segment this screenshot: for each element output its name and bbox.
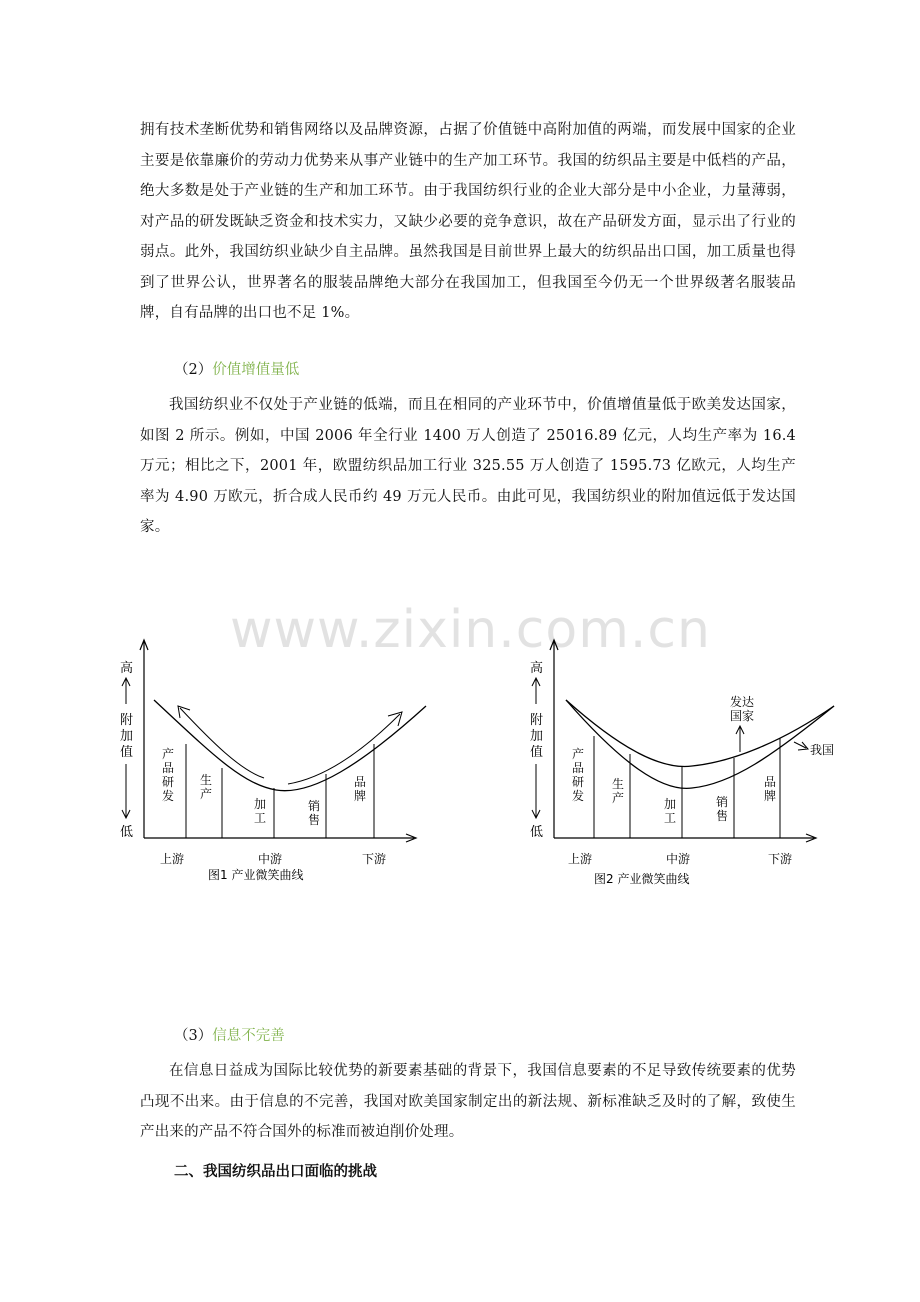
watermark: www.zixin.com.cn: [230, 600, 711, 660]
y-label-value-added: 附 加 值: [120, 713, 134, 760]
section-title: 信息不完善: [212, 1028, 285, 1044]
paragraph-text: 在信息日益成为国际比较优势的新要素基础的背景下，我国信息要素的不足导致传统要素的优势凸现不出来。由于信息的不完善，我国对欧美国家制定出的新法规、新标准缺乏及时的了解，致使生产出来的产品不符合国外的标准而被迫削价处理。: [140, 1063, 796, 1140]
paragraph-text: 拥有技术垄断优势和销售网络以及品牌资源，占据了价值链中高附加值的两端，而发展中国家的企业主要是依靠廉价的劳动力优势来从事产业链中的生产加工环节。我国的纺织品主要是中低档的产品，绝大多数是处于产业链的生产和加工环节。由于我国纺织行业的企业大部分是中小企业，力量薄弱，对产品的研发既缺乏资金和技术实力，又缺少必要的竞争意识，故在产品研发方面，显示出了行业的弱点。此外，我国纺织业缺少自主品牌。虽然我国是目前世界上最大的纺织品出口国，加工质量也得到了世界公认，世界著名的服装品牌绝大部分在我国加工，但我国至今仍无一个世界级著名服装品牌，自有品牌的出口也不足 1%。: [140, 122, 796, 321]
smile-curve-chart-2: [522, 634, 842, 890]
paragraph-information: [140, 1056, 796, 1148]
smile-curve: [154, 700, 426, 791]
stage-sales: 销 售: [716, 795, 729, 823]
stage-processing: 加 工: [254, 797, 267, 825]
figure-caption: 图2 产业微笑曲线: [594, 872, 690, 886]
y-label-value-added: 附 加 值: [530, 713, 544, 760]
figure-caption: 图1 产业微笑曲线: [208, 868, 304, 882]
right-arrow-curve: [288, 714, 400, 784]
stage-processing: 加 工: [664, 797, 677, 825]
figure-2: [522, 634, 842, 894]
stage-rd: 产 品 研 发: [572, 747, 585, 803]
smile-curve-chart-1: [112, 634, 432, 890]
figure-1: [112, 634, 432, 894]
paragraph-brand-weakness: [140, 115, 796, 329]
y-label-high: 高: [530, 661, 544, 676]
label-china: 我国: [810, 743, 835, 757]
paragraph-text: 我国纺织业不仅处于产业链的低端，而且在相同的产业环节中，价值增值量低于欧美发达国家，如图 2 所示。例如，中国 2006 年全行业 1400 万人创造了 25016.89 亿元，人均生产率为 16.4 万元；相比之下，2001 年，欧盟纺织品加工行业 325.55 万人创造了 1595.73 亿欧元，人均生产率为 4.90 万欧元，折合成人民币约 49 万元人民币。由此可见，我国纺织业的附加值远低于发达国家。: [140, 397, 796, 535]
x-label-downstream: 下游: [362, 852, 387, 866]
x-label-upstream: 上游: [160, 852, 185, 866]
paragraph-value-added: [140, 390, 796, 543]
left-arrow-curve: [180, 708, 264, 778]
label-developed: 发达 国家: [730, 695, 755, 723]
stage-sales: 销 售: [308, 799, 321, 827]
section-number: （2）: [174, 362, 213, 378]
chapter-heading: 二、我国纺织品出口面临的挑战: [174, 1163, 377, 1180]
section-heading-information: [174, 1026, 285, 1046]
stage-rd: 产 品 研 发: [162, 747, 175, 803]
y-label-high: 高: [120, 661, 134, 676]
x-label-midstream: 中游: [666, 852, 691, 866]
stage-production: 生 产: [612, 777, 625, 805]
stage-production: 生 产: [200, 773, 213, 801]
section-number: （3）: [174, 1028, 213, 1044]
x-label-midstream: 中游: [258, 852, 283, 866]
stage-brand: 品 牌: [764, 775, 777, 803]
section-heading-value-added: [174, 360, 299, 380]
curve-developed: [566, 700, 834, 766]
section-title: 价值增值量低: [212, 362, 300, 378]
x-label-upstream: 上游: [568, 852, 593, 866]
y-label-low: 低: [120, 825, 134, 840]
stage-brand: 品 牌: [354, 775, 367, 803]
x-label-downstream: 下游: [768, 852, 793, 866]
curve-china: [566, 700, 834, 788]
y-label-low: 低: [530, 825, 544, 840]
